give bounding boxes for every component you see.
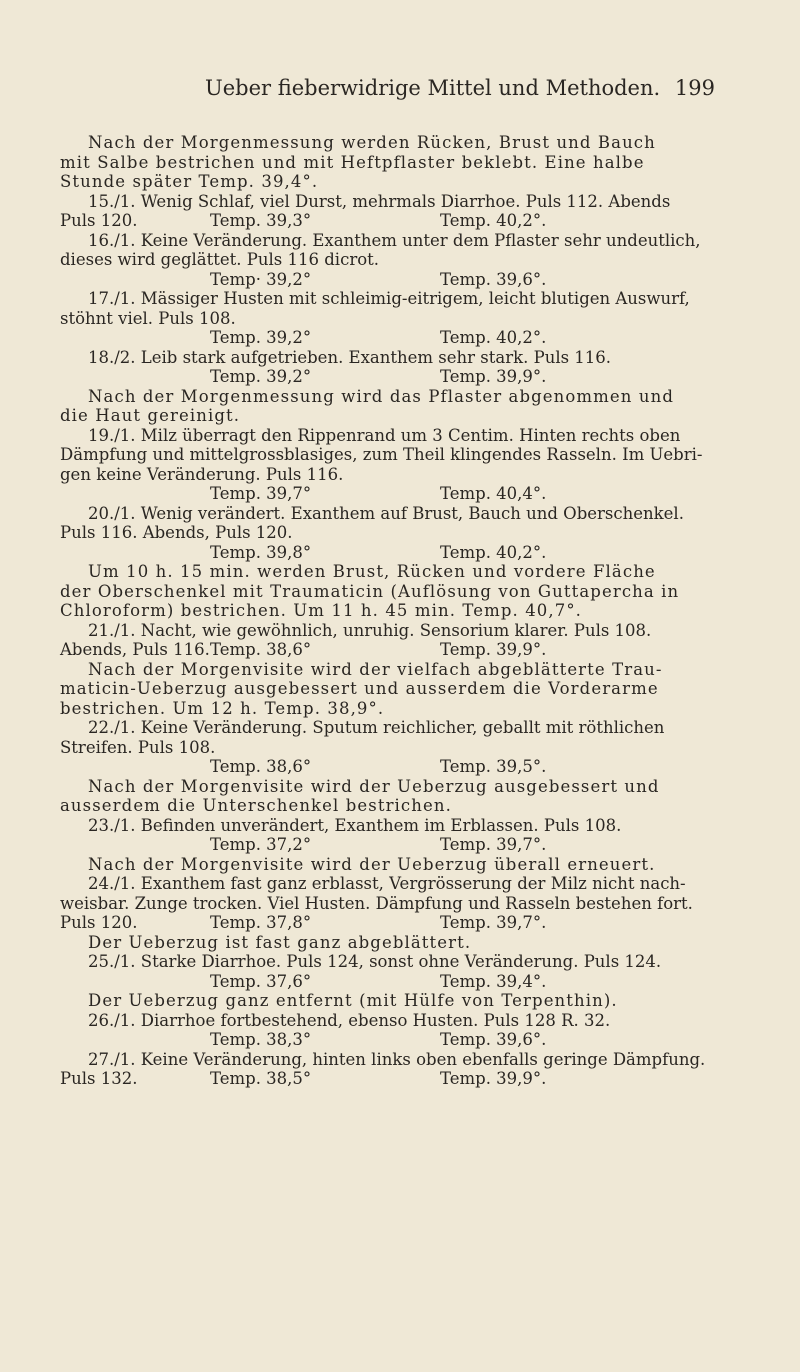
text-line: [60, 426, 720, 446]
text-line: [60, 1030, 720, 1050]
line-text: die Haut gereinigt.: [60, 406, 241, 425]
line-text: dieses wird geglättet. Puls 116 dicrot.: [60, 250, 380, 269]
text-line: [60, 855, 720, 875]
line-text: Der Ueberzug ganz entfernt (mit Hülfe von Terpenthin).: [88, 991, 618, 1010]
temp-evening: Temp. 39,6°.: [440, 269, 547, 289]
text-line: [60, 328, 720, 348]
line-text: Puls 132.: [60, 1069, 138, 1088]
text-line: [60, 523, 720, 543]
text-line: [60, 231, 720, 251]
temp-evening: Temp. 40,2°.: [440, 211, 547, 230]
text-line: [60, 172, 720, 192]
text-line: [60, 660, 720, 680]
text-line: [60, 972, 720, 992]
line-text: 17./1. Mässiger Husten mit schleimig-eitrigem, leicht blutigen Auswurf,: [88, 289, 690, 308]
text-line: [60, 348, 720, 368]
line-text: 15./1. Wenig Schlaf, viel Durst, mehrmals Diarrhoe. Puls 112. Abends: [88, 191, 671, 211]
text-line: [60, 816, 720, 836]
line-text: stöhnt viel. Puls 108.: [60, 308, 236, 328]
text-line: [60, 192, 720, 212]
text-line: [60, 211, 720, 231]
text-line: [60, 543, 720, 563]
temp-evening: Temp. 39,7°.: [440, 835, 547, 854]
text-line: [60, 933, 720, 953]
text-line: [60, 601, 720, 621]
temp-morning: Temp. 37,8°: [210, 913, 312, 932]
text-line: [60, 484, 720, 504]
line-text: Nach der Morgenvisite wird der Ueberzug ausgebessert und: [88, 776, 660, 796]
line-text: Um 10 h. 15 min. werden Brust, Rücken und vordere Fläche: [88, 562, 656, 581]
body-text: [60, 133, 720, 1089]
text-line: [60, 835, 720, 855]
text-line: [60, 406, 720, 426]
temp-evening: Temp. 39,9°.: [440, 640, 547, 659]
line-text: Chloroform) bestrichen. Um 11 h. 45 min. Temp. 40,7°.: [60, 601, 583, 620]
temp-morning: Temp. 37,6°: [210, 971, 312, 991]
text-line: [60, 913, 720, 933]
text-line: [60, 133, 720, 153]
text-line: [60, 991, 720, 1011]
temp-morning: Temp· 39,2°: [210, 269, 312, 289]
line-text: Puls 120.: [60, 913, 138, 932]
text-line: [60, 640, 720, 660]
text-line: [60, 465, 720, 485]
text-line: [60, 582, 720, 602]
temp-morning: Temp. 38,6°: [210, 640, 312, 659]
line-text: 25./1. Starke Diarrhoe. Puls 124, sonst ohne Veränderung. Puls 124.: [88, 952, 662, 971]
text-line: [60, 757, 720, 777]
line-text: gen keine Veränderung. Puls 116.: [60, 464, 344, 484]
line-text: Stunde später Temp. 39,4°.: [60, 172, 319, 191]
text-line: [60, 562, 720, 582]
temp-morning: Temp. 39,7°: [210, 484, 312, 503]
line-text: 24./1. Exanthem fast ganz erblasst, Vergrösserung der Milz nicht nach-: [88, 874, 686, 893]
line-text: Nach der Morgenvisite wird der vielfach abgeblätterte Trau-: [88, 659, 663, 679]
temp-morning: Temp. 39,3°: [210, 211, 312, 230]
text-line: [60, 796, 720, 816]
line-text: Nach der Morgenmessung wird das Pflaster abgenommen und: [88, 386, 674, 406]
line-text: 18./2. Leib stark aufgetrieben. Exanthem sehr stark. Puls 116.: [88, 347, 612, 367]
line-text: Abends, Puls 116.: [60, 640, 210, 659]
temp-evening: Temp. 39,9°.: [440, 367, 547, 386]
temp-morning: Temp. 38,5°: [210, 1069, 312, 1088]
page-number: 199: [674, 76, 715, 100]
text-line: [60, 1011, 720, 1031]
temp-evening: Temp. 39,9°.: [440, 1069, 547, 1088]
line-text: Dämpfung und mittelgrossblasiges, zum Theil klingendes Rasseln. Im Uebri-: [60, 445, 703, 464]
temp-evening: Temp. 40,2°.: [440, 542, 547, 562]
text-line: [60, 504, 720, 524]
text-line: [60, 289, 720, 309]
line-text: 26./1. Diarrhoe fortbestehend, ebenso Husten. Puls 128 R. 32.: [88, 1010, 611, 1030]
text-line: [60, 153, 720, 173]
text-line: [60, 621, 720, 641]
temp-morning: Temp. 38,6°: [210, 757, 312, 776]
temp-evening: Temp. 39,7°.: [440, 913, 547, 932]
text-line: [60, 874, 720, 894]
temp-evening: Temp. 39,5°.: [440, 757, 547, 776]
line-text: Nach der Morgenvisite wird der Ueberzug überall erneuert.: [88, 854, 656, 874]
line-text: 23./1. Befinden unverändert, Exanthem im Erblassen. Puls 108.: [88, 815, 622, 835]
temp-morning: Temp. 38,3°: [210, 1030, 312, 1049]
temp-evening: Temp. 40,2°.: [440, 328, 547, 347]
text-line: [60, 777, 720, 797]
text-line: [60, 270, 720, 290]
line-text: 16./1. Keine Veränderung. Exanthem unter dem Pflaster sehr undeutlich,: [88, 230, 701, 250]
line-text: 27./1. Keine Veränderung, hinten links oben ebenfalls geringe Dämpfung.: [88, 1049, 706, 1069]
running-title: Ueber fieberwidrige Mittel und Methoden.: [205, 76, 661, 100]
line-text: Streifen. Puls 108.: [60, 737, 216, 757]
line-text: Puls 116. Abends, Puls 120.: [60, 523, 293, 542]
running-header: [205, 76, 715, 112]
text-line: [60, 309, 720, 329]
text-line: [60, 367, 720, 387]
text-line: [60, 679, 720, 699]
temp-evening: Temp. 39,6°.: [440, 1030, 547, 1049]
text-line: [60, 445, 720, 465]
temp-morning: Temp. 39,2°: [210, 367, 312, 386]
temp-morning: Temp. 39,8°: [210, 542, 312, 562]
line-text: maticin-Ueberzug ausgebessert und ausserdem die Vorderarme: [60, 679, 659, 698]
line-text: bestrichen. Um 12 h. Temp. 38,9°.: [60, 698, 385, 718]
line-text: Nach der Morgenmessung werden Rücken, Brust und Bauch: [88, 133, 656, 152]
line-text: 20./1. Wenig verändert. Exanthem auf Brust, Bauch und Oberschenkel.: [88, 503, 684, 523]
line-text: ausserdem die Unterschenkel bestrichen.: [60, 796, 452, 815]
text-line: [60, 718, 720, 738]
line-text: weisbar. Zunge trocken. Viel Husten. Dämpfung und Rasseln bestehen fort.: [60, 893, 693, 913]
temp-evening: Temp. 40,4°.: [440, 484, 547, 503]
text-line: [60, 952, 720, 972]
text-line: [60, 1069, 720, 1089]
temp-morning: Temp. 39,2°: [210, 328, 312, 347]
line-text: Der Ueberzug ist fast ganz abgeblättert.: [88, 932, 472, 952]
text-line: [60, 387, 720, 407]
temp-evening: Temp. 39,4°.: [440, 971, 547, 991]
line-text: mit Salbe bestrichen und mit Heftpflaster beklebt. Eine halbe: [60, 152, 645, 172]
line-text: der Oberschenkel mit Traumaticin (Auflösung von Guttapercha in: [60, 581, 680, 601]
line-text: 19./1. Milz überragt den Rippenrand um 3 Centim. Hinten rechts oben: [88, 425, 681, 445]
text-line: [60, 894, 720, 914]
temp-morning: Temp. 37,2°: [210, 835, 312, 854]
text-line: [60, 699, 720, 719]
text-line: [60, 250, 720, 270]
text-line: [60, 738, 720, 758]
line-text: Puls 120.: [60, 211, 138, 230]
line-text: 21./1. Nacht, wie gewöhnlich, unruhig. Sensorium klarer. Puls 108.: [88, 620, 652, 640]
line-text: 22./1. Keine Veränderung. Sputum reichlicher, geballt mit röthlichen: [88, 718, 665, 737]
text-line: [60, 1050, 720, 1070]
